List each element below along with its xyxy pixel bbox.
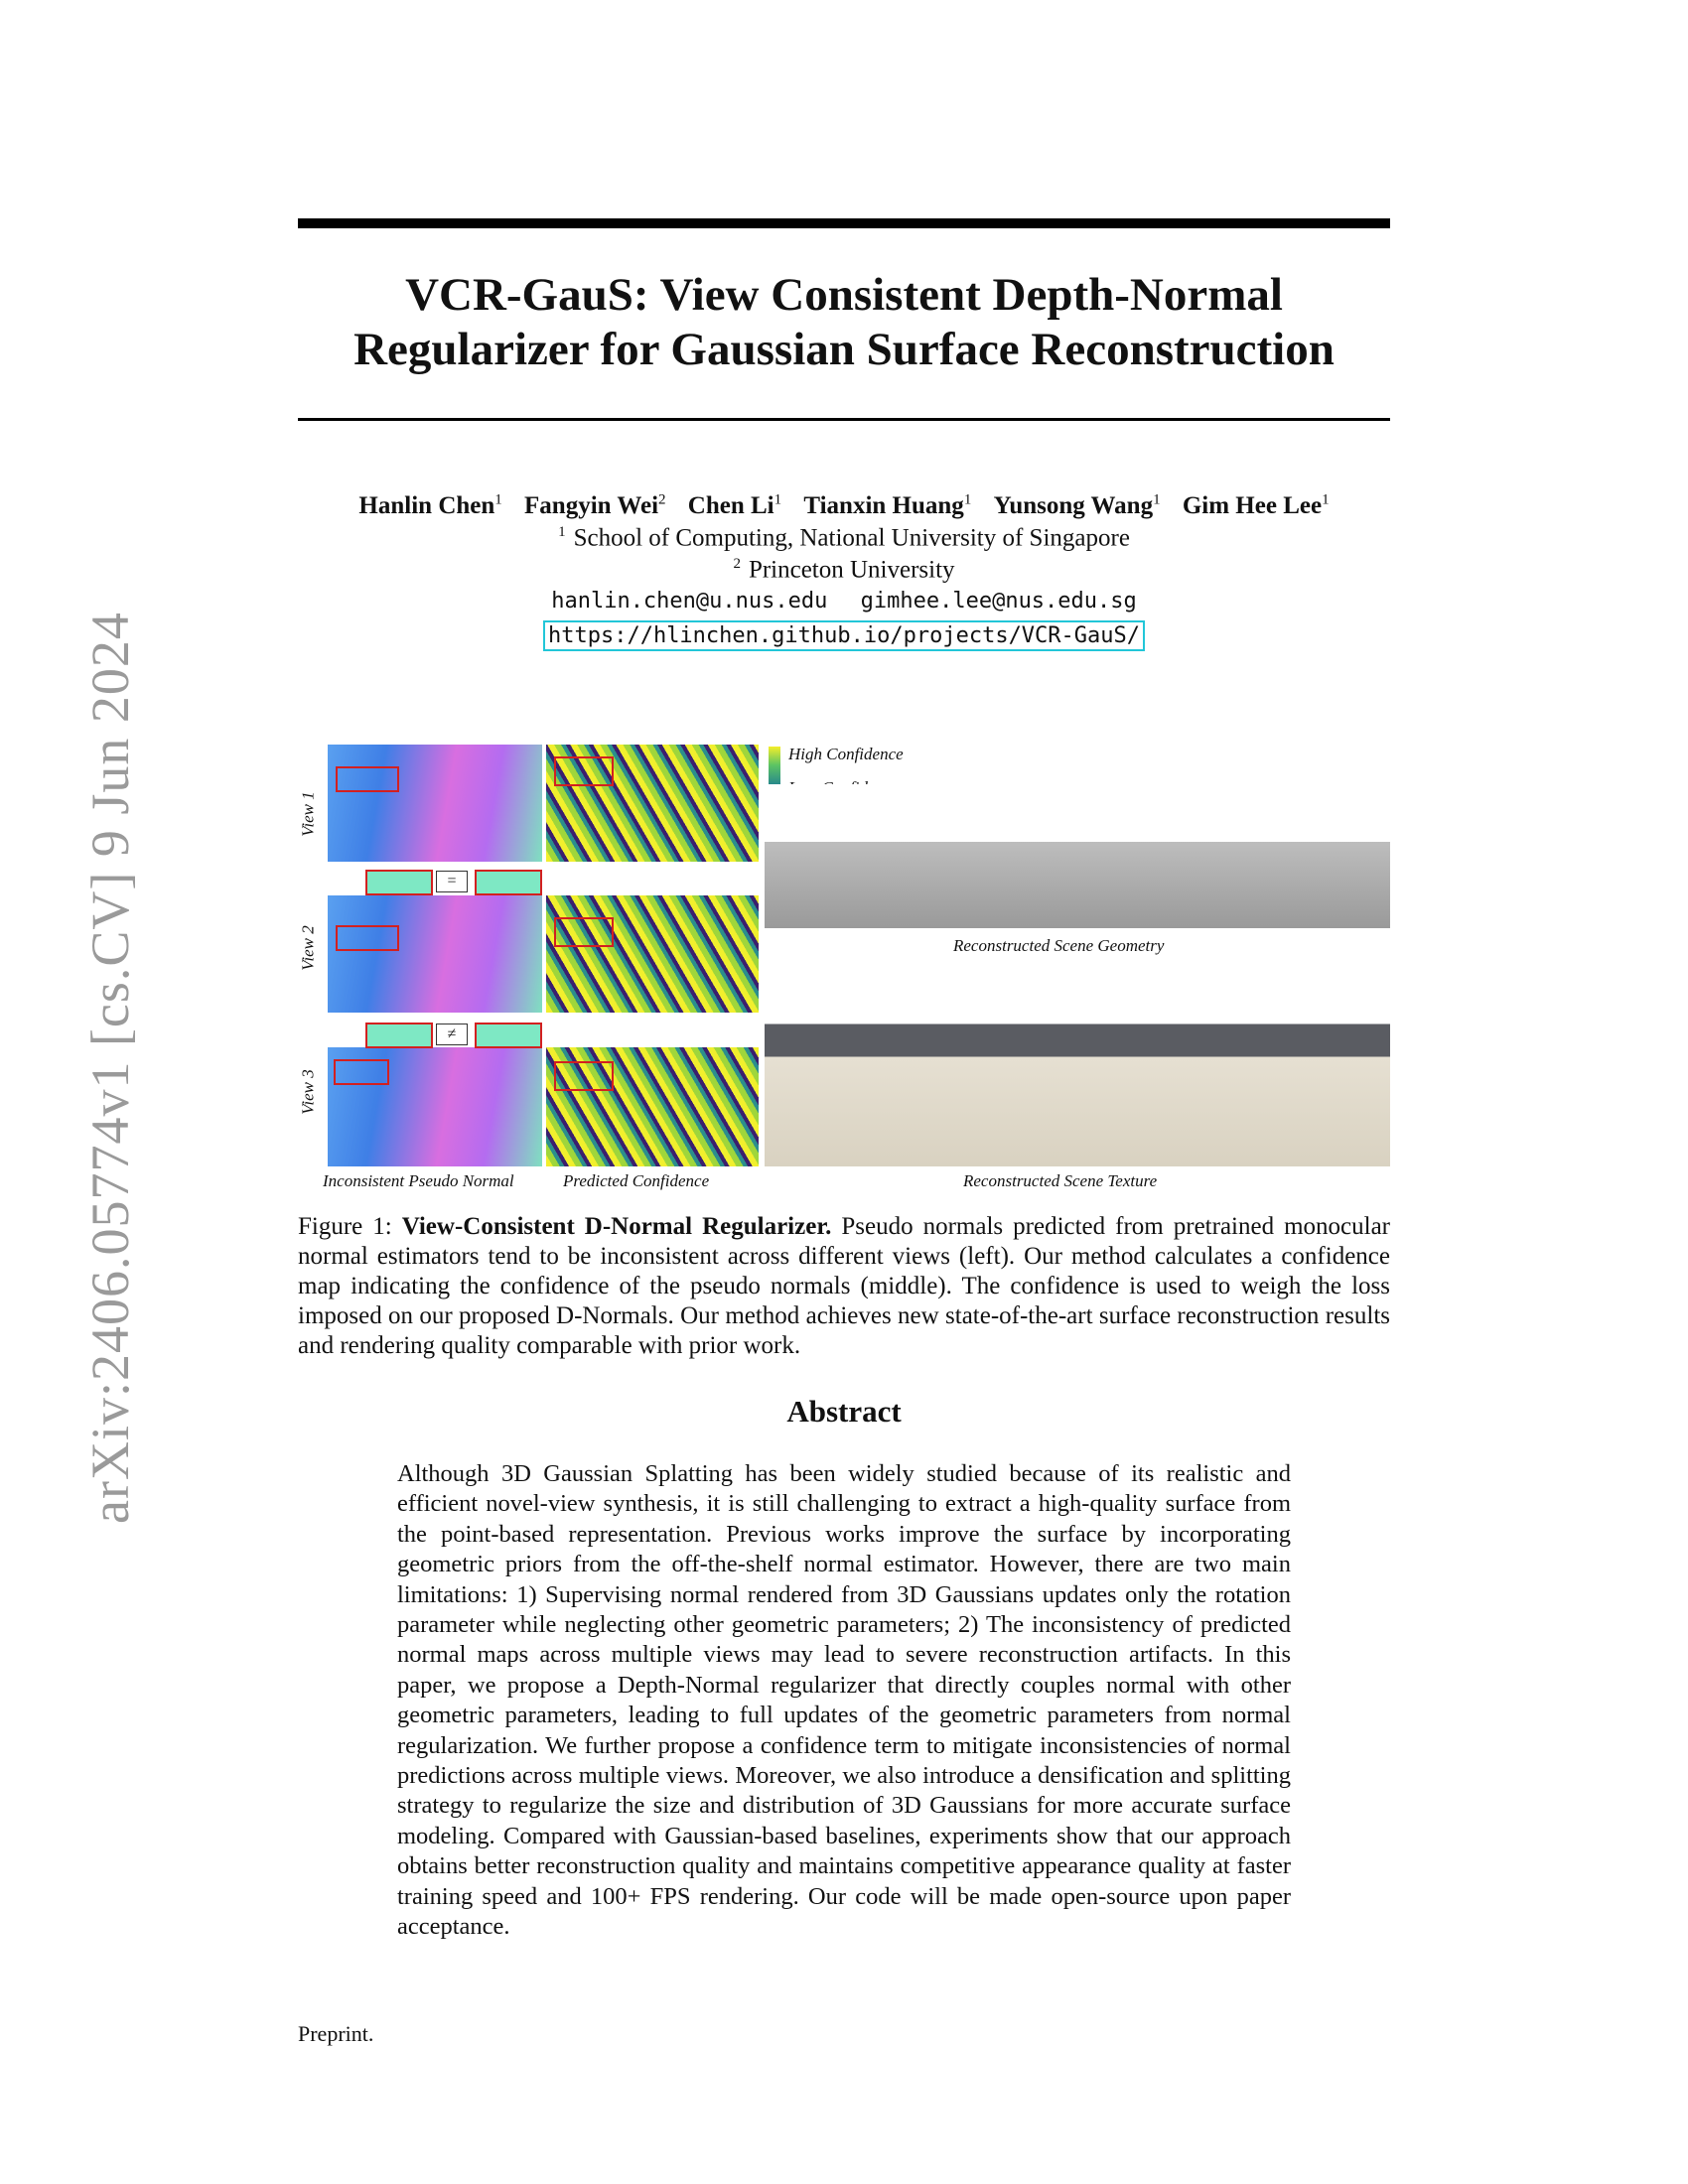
title-top-rule <box>298 218 1390 228</box>
normal-column-label: Inconsistent Pseudo Normal <box>323 1171 514 1190</box>
abstract-body: Although 3D Gaussian Splatting has been widely studied because of its realistic and efficient novel-view synthesis, it is still challenging to extract a high-quality surface from the point-based representation. Previous works improve the surface by incorporating geometric priors from the off-the-shelf normal estimator. However, there are two main limitations: 1) Supervising normal rendered from 3D Gaussians updates only the rotation parameter while neglecting other geometric parameters; 2) The inconsistency of predicted normal maps across multiple views may lead to severe reconstruction artifacts. In this paper, we propose a Depth-Normal regularizer that directly couples normal with other geometric parameters, leading to full updates of the geometric parameters from normal regularization. We further propose a confidence term to mitigate inconsistencies of normal predictions across multiple views. Moreover, we also introduce a densification and splitting strategy to regularize the size and distribution of 3D Gaussians for more accurate surface modeling. Compared with Gaussian-based baselines, experiments show that our approach obtains better reconstruction quality and maintains competitive appearance quality at faster training speed and 100+ FPS rendering. Our code will be made open-source upon paper acceptance. <box>397 1460 1291 1941</box>
author: Gim Hee Lee$^1$ <box>1182 492 1330 520</box>
preprint-footer: Preprint. <box>298 2021 374 2046</box>
reconstructed-geometry-image <box>765 784 1390 928</box>
affiliation-1: $^1$ School of Computing, National University of Singapore <box>558 524 1130 552</box>
figure-1 <box>298 745 1390 1191</box>
affiliation-2: $^2$ Princeton University <box>733 556 955 584</box>
email-2[interactable]: gimhee.lee@nus.edu.sg <box>860 589 1137 614</box>
highlight-box <box>554 756 614 786</box>
confidence-map-view-2 <box>546 895 759 1013</box>
crop-view-3 <box>475 1023 542 1048</box>
pseudo-normal-view-2 <box>328 895 542 1013</box>
author: Tianxin Huang$^1$ <box>803 492 972 520</box>
author: Fangyin Wei$^2$ <box>524 492 666 520</box>
caption-text: Pseudo normals predicted from pretrained monocular normal estimators tend to be inconsistent across different views (left). Our method calculates a confidence map indicating the confidence of the pseudo normals (middle). The confidence is used to weigh the loss imposed on our proposed D-Normals. Our method achieves new state-of-the-art surface reconstruction results and rendering quality comparable with prior work. <box>298 1213 1390 1359</box>
crop-view-1 <box>365 870 433 895</box>
confidence-column-label: Predicted Confidence <box>563 1171 710 1190</box>
view-label-3: View 3 <box>298 1069 318 1115</box>
title-line-2: Regularizer for Gaussian Surface Reconstruction <box>353 324 1335 375</box>
view-label-2: View 2 <box>298 925 318 971</box>
highlight-box <box>336 766 399 792</box>
paper-title <box>298 268 1390 377</box>
highlight-box <box>554 1061 614 1091</box>
arxiv-identifier-stamp: arXiv:2406.05774v1 [cs.CV] 9 Jun 2024 <box>80 612 140 1524</box>
confidence-map-view-3 <box>546 1047 759 1166</box>
abstract-heading: Abstract <box>786 1394 902 1429</box>
author: Hanlin Chen$^1$ <box>358 492 502 520</box>
colorbar-high-label: High Confidence <box>788 745 904 763</box>
author: Chen Li$^1$ <box>687 492 782 520</box>
geometry-label: Reconstructed Scene Geometry <box>953 936 1165 955</box>
pseudo-normal-view-1 <box>328 745 542 862</box>
highlight-box <box>334 1059 389 1085</box>
view-label-1: View 1 <box>298 791 318 837</box>
author-emails <box>298 589 1390 614</box>
crop-view-2 <box>475 870 542 895</box>
highlight-box <box>554 917 614 947</box>
author: Yunsong Wang$^1$ <box>993 492 1161 520</box>
confidence-map-view-1 <box>546 745 759 862</box>
not-equal-symbol: ≠ <box>436 1024 468 1045</box>
pseudo-normal-view-3 <box>328 1047 542 1166</box>
equal-symbol: = <box>436 871 468 892</box>
author-list <box>298 492 1390 520</box>
crop-view-2b <box>365 1023 433 1048</box>
reconstructed-texture-image <box>765 963 1390 1166</box>
texture-label: Reconstructed Scene Texture <box>963 1171 1158 1190</box>
figure-caption <box>298 1212 1390 1361</box>
project-url-link[interactable]: https://hlinchen.github.io/projects/VCR-GauS/ <box>543 620 1145 651</box>
caption-prefix: Figure 1: <box>298 1213 392 1240</box>
title-bottom-rule <box>298 418 1390 421</box>
email-1[interactable]: hanlin.chen@u.nus.edu <box>551 589 828 614</box>
project-url-wrap <box>298 620 1390 651</box>
title-line-1: VCR-GauS: View Consistent Depth-Normal <box>405 269 1283 321</box>
caption-bold-title: View-Consistent D-Normal Regularizer. <box>401 1213 832 1240</box>
highlight-box <box>336 925 399 951</box>
